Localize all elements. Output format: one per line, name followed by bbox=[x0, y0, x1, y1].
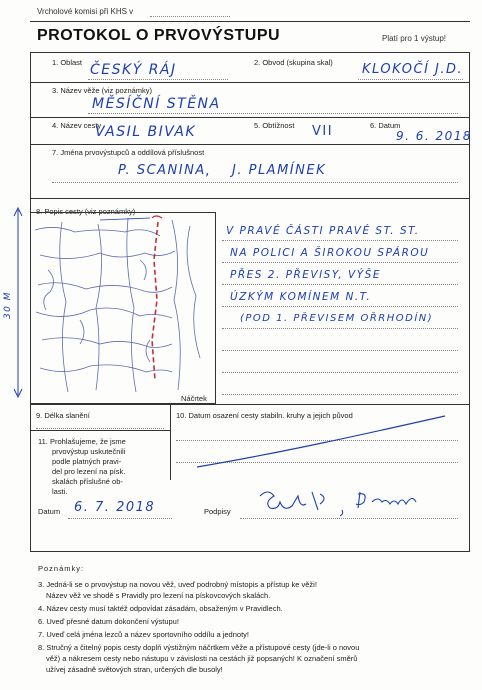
datum-label: 6. Datum bbox=[370, 121, 401, 130]
podpisy-value bbox=[260, 506, 268, 507]
obvod-dotline bbox=[358, 79, 463, 80]
popis-dotline-4 bbox=[222, 306, 458, 307]
prohlaseni-line-4: del pro lezení na písk. bbox=[52, 467, 126, 476]
popis-dotline-1 bbox=[222, 240, 458, 241]
datum2-value: 6. 7. 2018 bbox=[74, 500, 156, 515]
prohlaseni-line-6: lasti. bbox=[52, 487, 68, 496]
row-divider-6 bbox=[30, 430, 170, 431]
obtiznost-value: VII bbox=[312, 124, 334, 139]
popis-dotline-3 bbox=[222, 284, 458, 285]
popis-line-4: ÚZKÝM KOMÍNEM N.T. bbox=[230, 291, 372, 303]
oblast-value: ČESKÝ RÁJ bbox=[90, 62, 177, 78]
note-item-5: 7. Uveď celá jména lezců a název sportovního oddílu a jednoty! bbox=[38, 630, 249, 639]
cesta-label: 4. Název cesty bbox=[52, 121, 102, 130]
note-item-7: věž) a nákresem cesty nebo nástupu v závislosti na cestách již popsaných! K označení směrů bbox=[46, 654, 358, 663]
note-item-3: 4. Název cesty musí taktéž odpovídat zásadám, obsaženým v Pravidlech. bbox=[38, 604, 283, 613]
cesta-value: VASIL BIVAK bbox=[95, 124, 197, 140]
datum2-label: Datum bbox=[38, 507, 61, 516]
vez-value: MĚSÍČNÍ STĚNA bbox=[92, 96, 221, 112]
popis-dotline-2 bbox=[222, 262, 458, 263]
page-title: PROTOKOL O PRVOVÝSTUPU bbox=[37, 27, 281, 44]
podpisy-dotline bbox=[240, 518, 458, 519]
popis-label: 8. Popis cesty (viz poznámky) bbox=[36, 207, 136, 216]
podpisy-label: Podpisy bbox=[204, 507, 231, 516]
prohlaseni-line-5: skalách příslušné ob- bbox=[52, 477, 123, 486]
note-item-8: užívej zásadně světových stran, určených dle busoly! bbox=[46, 665, 223, 674]
popis-dotline-8 bbox=[222, 394, 458, 395]
header-divider bbox=[30, 21, 470, 22]
strike-through bbox=[175, 412, 465, 472]
prohlaseni-line-3: podle platných pravi- bbox=[52, 457, 122, 466]
signatures bbox=[250, 486, 440, 518]
vez-dotline bbox=[88, 113, 458, 114]
prohlaseni-line-2: prvovýstup uskutečnili bbox=[52, 447, 126, 456]
row-divider-1 bbox=[30, 82, 470, 83]
obvod-label: 2. Obvod (skupina skal) bbox=[254, 58, 333, 67]
popis-line-1: V PRAVÉ ČÁSTI PRAVÉ ST. ST. bbox=[226, 225, 420, 237]
note-item-4: 6. Uveď přesné datum dokončení výstupu! bbox=[38, 617, 179, 626]
popis-line-5: (POD 1. PŘEVISEM OŘRHODÍN) bbox=[240, 313, 434, 324]
row-divider-3 bbox=[30, 144, 470, 145]
obtiznost-label: 5. Obtížnost bbox=[254, 121, 295, 130]
note-item-1: 3. Jedná-li se o prvovýstup na novou věž, uveď podrobný místopis a přístup ke věži! bbox=[38, 580, 317, 589]
nacrtek-label: Náčrtek bbox=[181, 394, 207, 403]
copy-note: Platí pro 1 výstup! bbox=[382, 34, 447, 43]
popis-dotline-7 bbox=[222, 372, 458, 373]
oblast-label: 1. Oblast bbox=[52, 58, 83, 67]
route-sketch bbox=[0, 200, 220, 405]
popis-dotline-6 bbox=[222, 350, 458, 351]
slaneni-label: 9. Délka slanění bbox=[36, 411, 90, 420]
vez-label: 3. Název věže (viz poznámky) bbox=[52, 86, 153, 95]
osazeni-label: 10. Datum osazení cesty stabiln. kruhy a jejich původ bbox=[176, 411, 353, 420]
height-mark: 30 M bbox=[3, 290, 14, 320]
col-divider-9-10 bbox=[170, 404, 171, 480]
note-item-6: 8. Stručný a čitelný popis cesty doplň výstižným náčrtkem věže a přístupové cesty (jde-li o novou bbox=[38, 643, 360, 652]
row-divider-4 bbox=[30, 198, 470, 199]
popis-dotline-5 bbox=[222, 328, 458, 329]
popis-line-3: PŘES 2. PŘEVISY, VÝŠE bbox=[230, 269, 381, 281]
jmena-value-1: P. SCANINA bbox=[118, 163, 206, 178]
notes-heading: Poznámky: bbox=[38, 564, 85, 573]
note-item-2: Název věž ve shodě s Pravidly pro lezení na pískovcových skalách. bbox=[46, 591, 271, 600]
commission-fill-line bbox=[150, 16, 230, 17]
oblast-dotline bbox=[88, 79, 228, 80]
jmena-label: 7. Jména prvovýstupců a oddílová příslušnost bbox=[52, 148, 205, 157]
datum-value: 9. 6. 2018 bbox=[396, 129, 473, 143]
row-divider-5 bbox=[30, 404, 470, 405]
jmena-dotline-1 bbox=[52, 182, 458, 183]
jmena-separator: , bbox=[205, 163, 211, 179]
commission-label: Vrcholové komisi při KHS v bbox=[37, 7, 134, 16]
slaneni-dotline bbox=[36, 428, 164, 429]
datum2-dotline bbox=[68, 518, 172, 519]
jmena-value-2: J. PLAMÍNEK bbox=[232, 163, 327, 178]
row-divider-2 bbox=[30, 117, 470, 118]
prohlaseni-line-1: 11. Prohlašujeme, že jsme bbox=[38, 437, 126, 446]
popis-line-2: NA POLICI A ŠIROKOU SPÁROU bbox=[230, 247, 430, 259]
obvod-value: KLOKOČÍ J.D. bbox=[362, 62, 464, 77]
